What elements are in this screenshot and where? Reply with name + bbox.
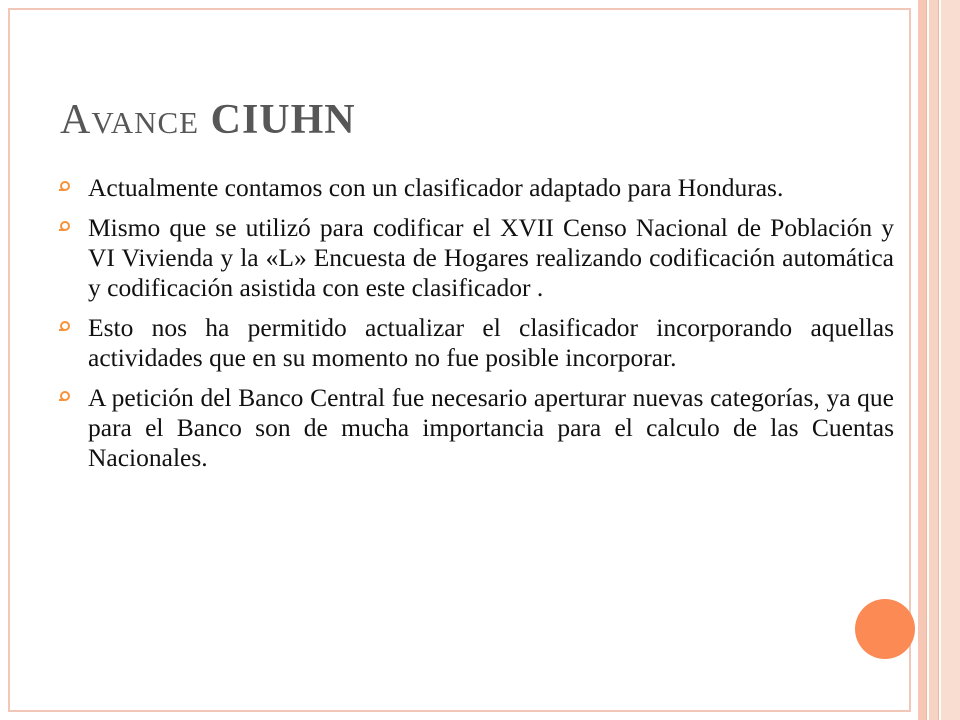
bullet-item	[60, 313, 894, 373]
title-acronym: CIUHN	[210, 97, 356, 143]
bullet-icon	[60, 321, 70, 331]
slide-title	[60, 96, 860, 144]
bullet-text: A petición del Banco Central fue necesario aperturar nuevas categorías, ya que para el Banco son de mucha importancia para el calculo de las Cuentas Nacionales.	[88, 383, 894, 472]
decor-stripe-line	[938, 0, 939, 720]
bullet-icon	[60, 221, 70, 231]
bullet-item	[60, 383, 894, 473]
bullet-item	[60, 213, 894, 303]
bullet-icon	[60, 181, 70, 191]
bullet-text: Actualmente contamos con un clasificador adaptado para Honduras.	[88, 173, 784, 202]
decor-stripe	[918, 0, 926, 720]
bullet-icon	[60, 391, 70, 401]
bullet-text: Esto nos ha permitido actualizar el clasificador incorporando aquellas actividades que en su momento no fue posible incorporar.	[88, 313, 894, 372]
bullet-list	[60, 173, 894, 483]
decor-circle	[855, 599, 915, 659]
decor-stripe	[941, 0, 960, 720]
decor-stripe-line	[926, 0, 927, 720]
bullet-text: Mismo que se utilizó para codificar el XVII Censo Nacional de Población y VI Vivienda y la «L» Encuesta de Hogares realizando codificación automática y codificación asistida con este clasificador .	[88, 213, 894, 302]
bullet-item	[60, 173, 894, 203]
title-smallcaps: VANCE	[91, 105, 200, 140]
title-initial: A	[60, 97, 92, 143]
decor-stripe	[929, 0, 938, 720]
